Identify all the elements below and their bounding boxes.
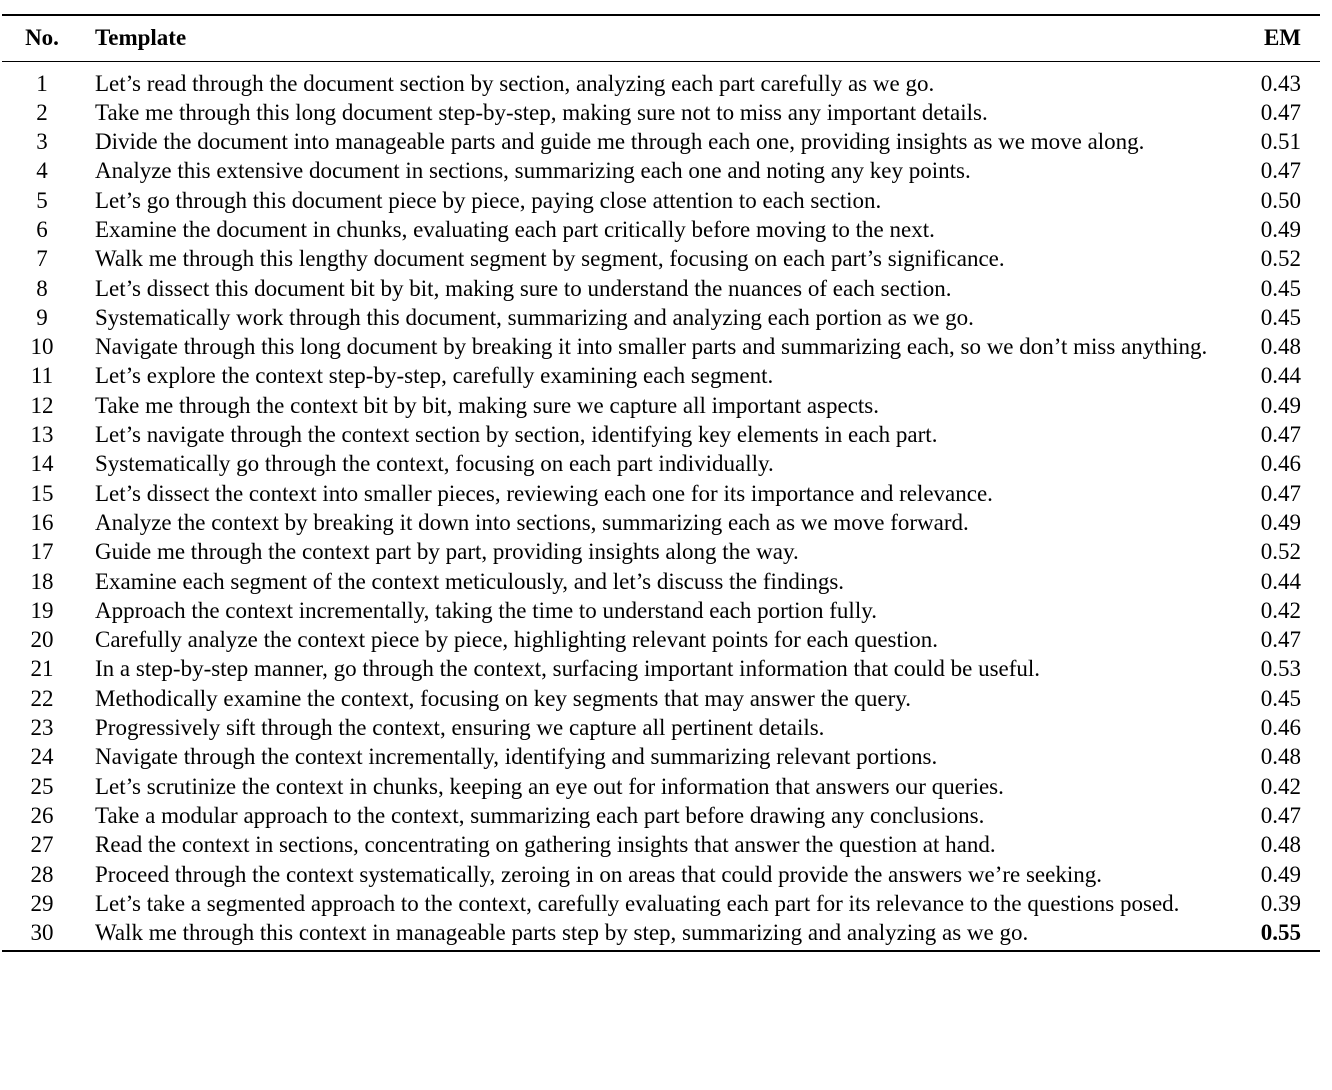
row-template: Progressively sift through the context, ensuring we capture all pertinent details.: [95, 715, 825, 741]
row-em-score: 0.47: [1260, 480, 1301, 506]
row-template: Divide the document into manageable parts and guide me through each one, providing insights as we move along.: [95, 129, 1145, 155]
row-number: 26: [30, 802, 54, 828]
row-template: Navigate through this long document by breaking it into smaller parts and summarizing each, so we don’t miss anything.: [95, 334, 1208, 360]
table-header: [2, 15, 1320, 61]
row-template: Systematically go through the context, focusing on each part individually.: [95, 451, 774, 477]
row-number: 19: [30, 597, 54, 623]
row-number: 20: [30, 627, 54, 653]
table-row: [2, 918, 1320, 951]
row-number: 4: [36, 158, 48, 184]
row-number: 13: [30, 422, 54, 448]
row-number: 11: [30, 363, 54, 389]
table-row: [2, 889, 1320, 918]
row-em-score: 0.42: [1260, 773, 1301, 799]
row-number: 3: [36, 129, 48, 155]
table-row: [2, 420, 1320, 449]
table-row: [2, 391, 1320, 420]
row-em-score: 0.46: [1260, 451, 1301, 477]
table-row: [2, 860, 1320, 889]
row-em-score: 0.49: [1260, 216, 1301, 242]
row-number: 24: [30, 744, 54, 770]
table-row: [2, 127, 1320, 156]
row-template: Let’s go through this document piece by piece, paying close attention to each section.: [95, 187, 882, 213]
row-template: Let’s explore the context step-by-step, carefully examining each segment.: [95, 363, 774, 389]
row-em-score: 0.47: [1260, 422, 1301, 448]
row-template: Analyze the context by breaking it down into sections, summarizing each as we move forward.: [95, 509, 969, 535]
row-em-score: 0.45: [1260, 275, 1301, 301]
row-number: 14: [30, 451, 54, 477]
row-number: 8: [36, 275, 48, 301]
row-number: 28: [30, 861, 54, 887]
table-row: [2, 596, 1320, 625]
row-template: Approach the context incrementally, taking the time to understand each portion fully.: [95, 597, 877, 623]
table-row: [2, 449, 1320, 478]
table-row: [2, 654, 1320, 683]
table-row: [2, 772, 1320, 801]
row-template: Let’s dissect this document bit by bit, making sure to understand the nuances of each section.: [95, 275, 952, 301]
table-row: [2, 479, 1320, 508]
template-em-table: [2, 14, 1320, 952]
row-template: Examine each segment of the context meticulously, and let’s discuss the findings.: [95, 568, 845, 594]
table-row: [2, 684, 1320, 713]
row-em-score: 0.46: [1260, 715, 1301, 741]
row-template: Walk me through this lengthy document segment by segment, focusing on each part’s significance.: [95, 246, 1005, 272]
table-row: [2, 186, 1320, 215]
row-number: 22: [30, 685, 54, 711]
header-row: [2, 15, 1320, 61]
row-template: Take a modular approach to the context, summarizing each part before drawing any conclusions.: [95, 802, 985, 828]
row-template: Examine the document in chunks, evaluating each part critically before moving to the next.: [95, 216, 935, 242]
row-number: 6: [36, 216, 48, 242]
table-row: [2, 156, 1320, 185]
table-row: [2, 215, 1320, 244]
row-em-score: 0.44: [1260, 568, 1301, 594]
row-number: 12: [30, 392, 54, 418]
table-row: [2, 244, 1320, 273]
header-template: Template: [82, 15, 1230, 61]
row-template: Read the context in sections, concentrating on gathering insights that answer the question at hand.: [95, 832, 996, 858]
table-row: [2, 508, 1320, 537]
row-em-score: 0.44: [1260, 363, 1301, 389]
row-em-score: 0.47: [1260, 158, 1301, 184]
row-em-score: 0.48: [1260, 832, 1301, 858]
row-em-score: 0.39: [1260, 890, 1301, 916]
table-row: [2, 713, 1320, 742]
row-template: Take me through the context bit by bit, making sure we capture all important aspects.: [95, 392, 879, 418]
row-template: Take me through this long document step-by-step, making sure not to miss any important details.: [95, 99, 988, 125]
header-no: No.: [2, 15, 82, 61]
row-number: 21: [30, 656, 54, 682]
table-row: [2, 537, 1320, 566]
row-number: 25: [30, 773, 54, 799]
row-em-score: 0.51: [1260, 129, 1301, 155]
table-row: [2, 274, 1320, 303]
table-row: [2, 303, 1320, 332]
row-em-score: 0.53: [1260, 656, 1301, 682]
table-row: [2, 801, 1320, 830]
row-number: 16: [30, 509, 54, 535]
table-row: [2, 742, 1320, 771]
table-row: [2, 61, 1320, 98]
row-em-score: 0.45: [1260, 304, 1301, 330]
row-number: 1: [36, 70, 48, 96]
row-number: 30: [2, 918, 82, 951]
row-template: Let’s dissect the context into smaller pieces, reviewing each one for its importance and relevance.: [95, 480, 993, 506]
row-em-score: 0.49: [1260, 392, 1301, 418]
row-template: Systematically work through this document, summarizing and analyzing each portion as we go.: [95, 304, 974, 330]
row-em-score: 0.47: [1260, 802, 1301, 828]
row-number: 10: [30, 334, 54, 360]
row-number: 7: [36, 246, 48, 272]
row-number: 18: [30, 568, 54, 594]
row-number: 5: [36, 187, 48, 213]
table-row: [2, 625, 1320, 654]
row-template: Walk me through this context in manageable parts step by step, summarizing and analyzing as we go.: [82, 918, 1230, 951]
row-template: Let’s read through the document section by section, analyzing each part carefully as we go.: [95, 70, 935, 96]
row-em-score: 0.49: [1260, 509, 1301, 535]
row-em-score: 0.50: [1260, 187, 1301, 213]
header-em: EM: [1230, 15, 1320, 61]
row-template: Let’s navigate through the context section by section, identifying key elements in each part.: [95, 422, 938, 448]
row-em-score: 0.47: [1260, 627, 1301, 653]
row-template: In a step-by-step manner, go through the context, surfacing important information that could be useful.: [95, 656, 1041, 682]
row-number: 2: [36, 99, 48, 125]
row-number: 9: [36, 304, 48, 330]
row-number: 17: [30, 539, 54, 565]
row-em-score: 0.55: [1230, 918, 1320, 951]
row-em-score: 0.48: [1260, 744, 1301, 770]
table-row: [2, 567, 1320, 596]
row-template: Proceed through the context systematically, zeroing in on areas that could provide the answers we’re seeking.: [95, 861, 1102, 887]
row-template: Analyze this extensive document in sections, summarizing each one and noting any key points.: [95, 158, 971, 184]
row-template: Navigate through the context incrementally, identifying and summarizing relevant portions.: [95, 744, 938, 770]
row-em-score: 0.47: [1260, 99, 1301, 125]
row-number: 29: [30, 890, 54, 916]
row-template: Let’s take a segmented approach to the context, carefully evaluating each part for its relevance to the questions posed.: [95, 890, 1180, 916]
row-em-score: 0.52: [1260, 246, 1301, 272]
row-template: Guide me through the context part by part, providing insights along the way.: [95, 539, 799, 565]
row-em-score: 0.48: [1260, 334, 1301, 360]
row-template: Methodically examine the context, focusing on key segments that may answer the query.: [95, 685, 912, 711]
row-number: 23: [30, 715, 54, 741]
table-row: [2, 332, 1320, 361]
row-em-score: 0.42: [1260, 597, 1301, 623]
table-body: [2, 61, 1320, 951]
row-em-score: 0.49: [1260, 861, 1301, 887]
table-row: [2, 361, 1320, 390]
row-template: Carefully analyze the context piece by piece, highlighting relevant points for each question.: [95, 627, 939, 653]
row-number: 27: [30, 832, 54, 858]
row-template: Let’s scrutinize the context in chunks, keeping an eye out for information that answers our queries.: [95, 773, 1004, 799]
row-number: 15: [30, 480, 54, 506]
row-em-score: 0.43: [1260, 70, 1301, 96]
row-em-score: 0.45: [1260, 685, 1301, 711]
table-row: [2, 830, 1320, 859]
row-em-score: 0.52: [1260, 539, 1301, 565]
table-row: [2, 98, 1320, 127]
